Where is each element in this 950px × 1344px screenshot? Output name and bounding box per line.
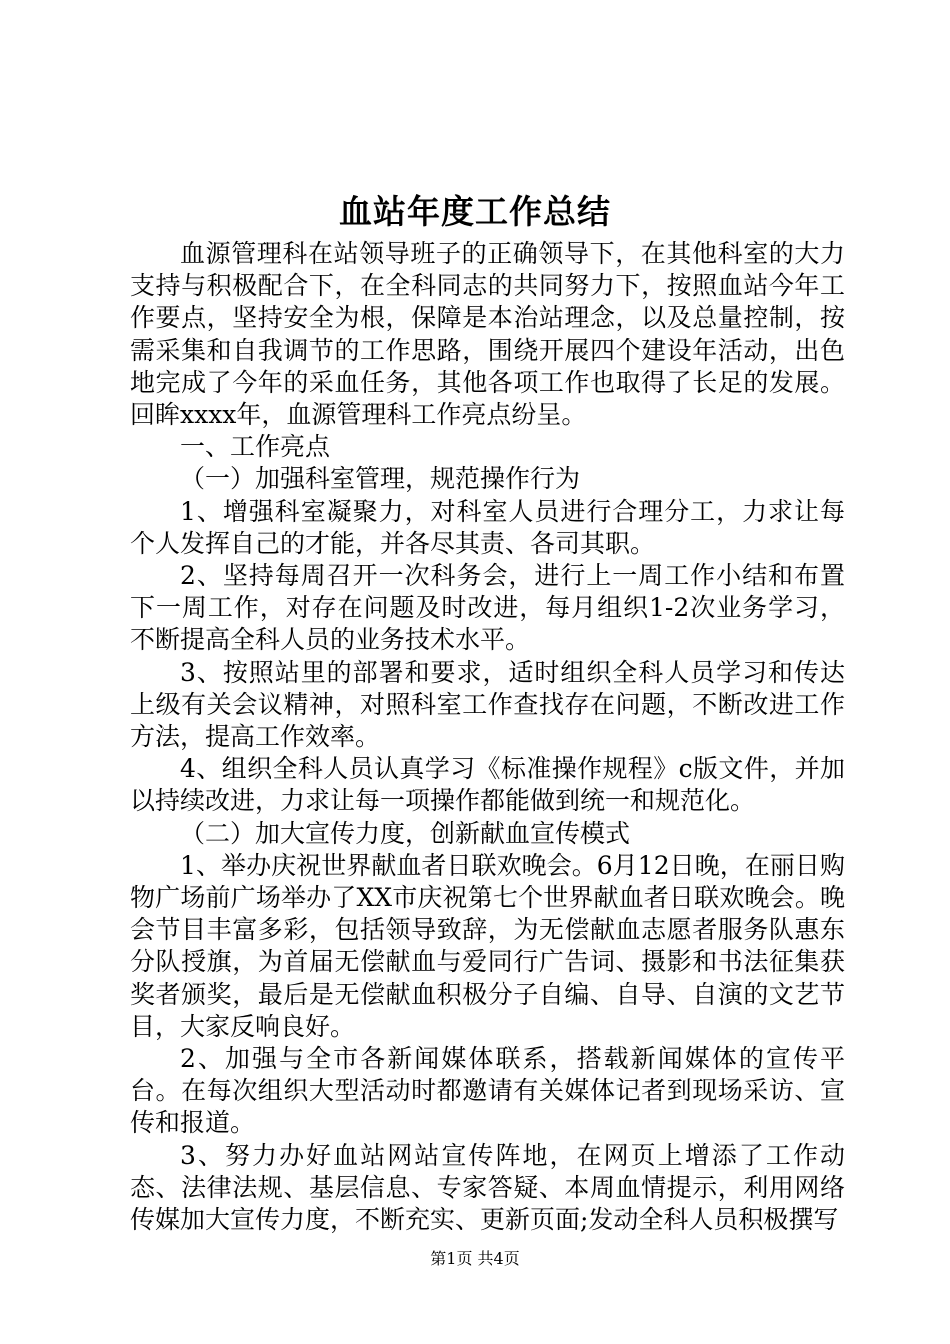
subsection-heading: （一）加强科室管理，规范操作行为 [180, 464, 581, 494]
page-number-footer: 第1页 共4页 [430, 1249, 520, 1268]
body-paragraph: 1、增强科室凝聚力，对科室人员进行合理分工，力求让每个人发挥自己的才能，并各尽其责、各司其职。 [130, 496, 845, 558]
section-heading: 一、工作亮点 [180, 432, 331, 462]
document-body [130, 238, 845, 1236]
body-paragraph: 1、举办庆祝世界献血者日联欢晚会。6月12日晚，在丽日购物广场前广场举办了XX市庆祝第七个世界献血者日联欢晚会。晚会节目丰富多彩，包括领导致辞，为无偿献血志愿者服务队惠东分队授旗，为首届无偿献血与爱同行广告词、摄影和书法征集获奖者颁奖，最后是无偿献血积极分子自编、自导、自演的文艺节目，大家反响良好。 [130, 850, 845, 1041]
intro-paragraph: 血源管理科在站领导班子的正确领导下，在其他科室的大力支持与积极配合下，在全科同志的共同努力下，按照血站今年工作要点，坚持安全为根，保障是本治站理念，以及总量控制，按需采集和自我调节的工作思路，围绕开展四个建设年活动，出色地完成了今年的采血任务，其他各项工作也取得了长足的发展。回眸xxxx年，血源管理科工作亮点纷呈。 [130, 239, 845, 430]
body-paragraph: 2、加强与全市各新闻媒体联系，搭载新闻媒体的宣传平台。在每次组织大型活动时都邀请有关媒体记者到现场采访、宣传和报道。 [130, 1044, 845, 1138]
subsection-heading: （二）加大宣传力度，创新献血宣传模式 [180, 818, 631, 848]
body-paragraph: 3、努力办好血站网站宣传阵地，在网页上增添了工作动态、法律法规、基层信息、专家答疑、本周血情提示，利用网络传媒加大宣传力度，不断充实、更新页面;发动全科人员积极撰写 [130, 1140, 845, 1235]
body-paragraph: 3、按照站里的部署和要求，适时组织全科人员学习和传达上级有关会议精神，对照科室工作查找存在问题，不断改进工作方法，提高工作效率。 [130, 657, 845, 752]
document-title: 血站年度工作总结 [339, 192, 611, 231]
body-paragraph: 2、坚持每周召开一次科务会，进行上一周工作小结和布置下一周工作，对存在问题及时改进，每月组织1-2次业务学习，不断提高全科人员的业务技术水平。 [130, 561, 845, 655]
body-paragraph: 4、组织全科人员认真学习《标准操作规程》c版文件，并加以持续改进，力求让每一项操作都能做到统一和规范化。 [130, 754, 845, 816]
